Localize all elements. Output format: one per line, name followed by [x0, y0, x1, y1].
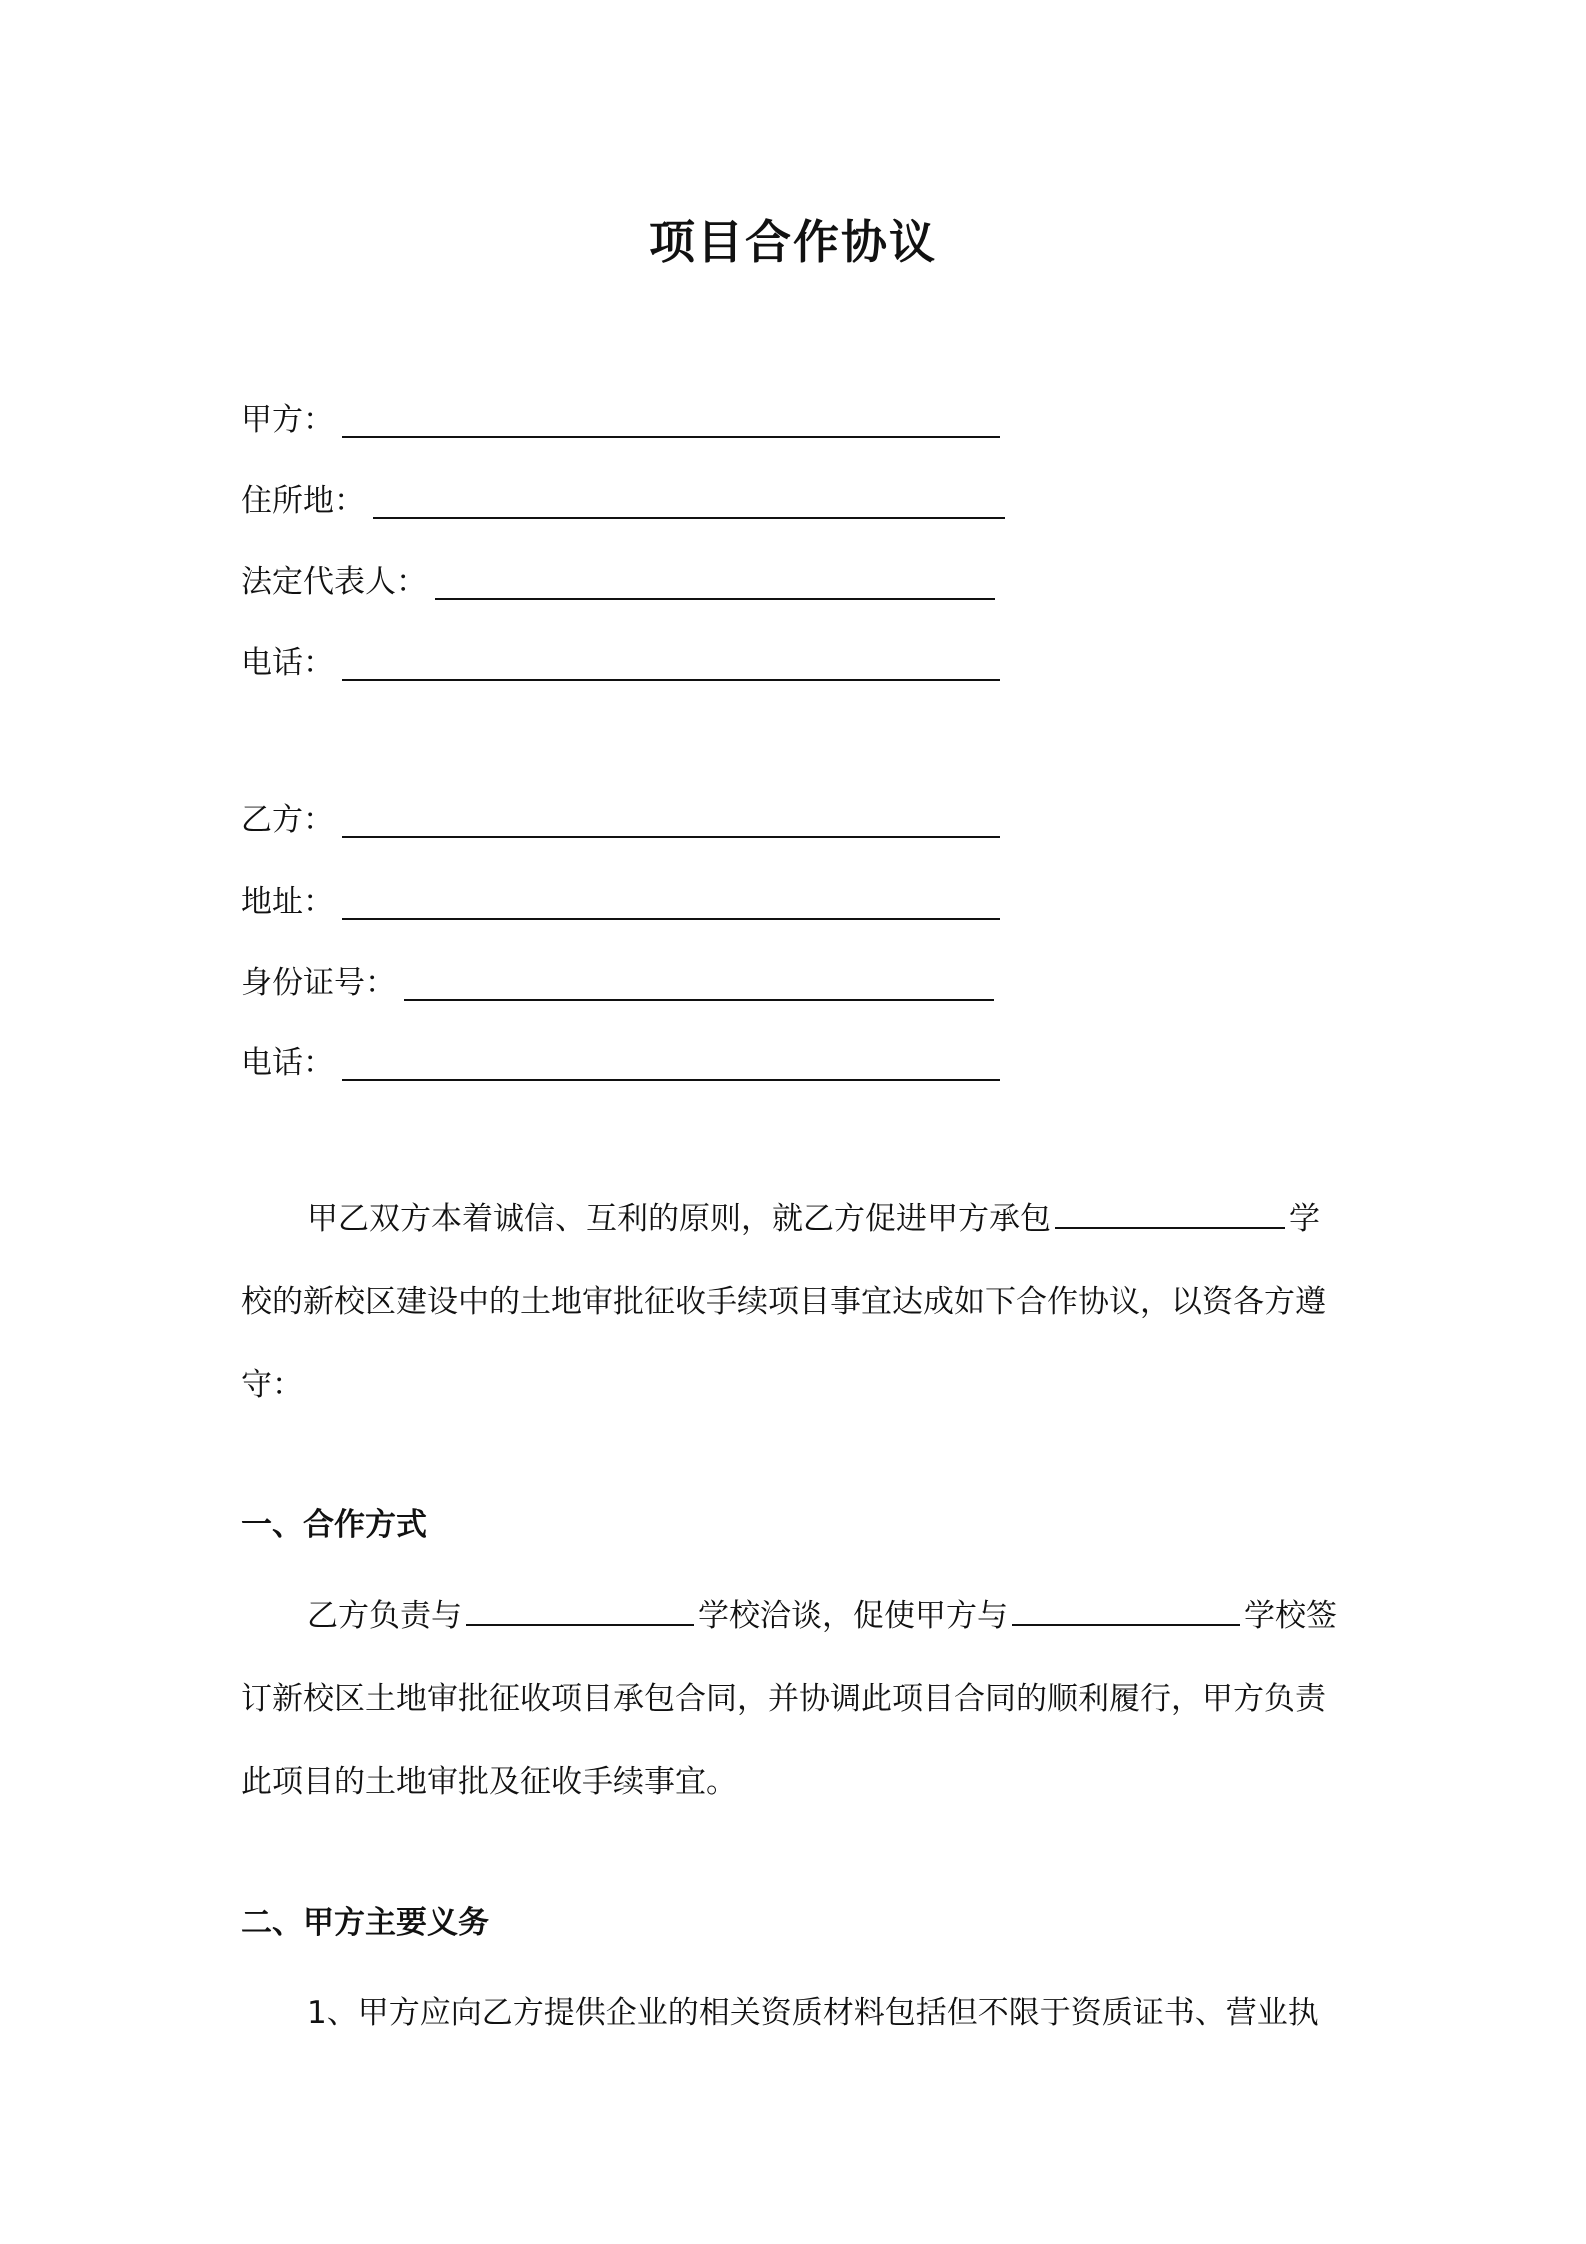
intro-text-1a: 甲乙双方本着诚信、互利的原则，就乙方促进甲方承包 — [307, 1201, 1051, 1237]
section-2-paragraph — [241, 1972, 1351, 2055]
party-a-name-field — [241, 395, 1000, 445]
party-a-representative-blank[interactable] — [435, 564, 995, 600]
party-a-address-blank[interactable] — [373, 483, 1005, 519]
section-2-heading: 二、甲方主要义务 — [241, 1905, 489, 1941]
section-1-school-blank-1[interactable] — [466, 1594, 694, 1626]
party-b-address-label: 地址： — [241, 884, 334, 920]
party-a-name-label: 甲方： — [241, 402, 334, 438]
document-title: 项目合作协议 — [649, 215, 937, 269]
section-2-item-1: 1、甲方应向乙方提供企业的相关资质材料包括但不限于资质证书、营业执 — [307, 1995, 1319, 2031]
party-b-phone-blank[interactable] — [342, 1045, 1000, 1081]
party-a-name-blank[interactable] — [342, 402, 1000, 438]
intro-text-1b: 学 — [1289, 1201, 1320, 1237]
intro-line-2: 校的新校区建设中的土地审批征收手续项目事宜达成如下合作协议，以资各方遵 — [241, 1284, 1326, 1320]
intro-school-blank[interactable] — [1055, 1197, 1285, 1229]
section-1-text-1b: 学校洽谈，促使甲方与 — [698, 1598, 1008, 1634]
section-1-line-1 — [241, 1575, 1351, 1658]
party-a-phone-label: 电话： — [241, 645, 334, 681]
party-b-name-blank[interactable] — [342, 802, 1000, 838]
section-1-line-3: 此项目的土地审批及征收手续事宜。 — [241, 1764, 737, 1800]
section-1-text-1c: 学校签 — [1244, 1598, 1337, 1634]
section-1-text-1a: 乙方负责与 — [307, 1598, 462, 1634]
party-a-phone-field — [241, 638, 1000, 688]
party-b-name-label: 乙方： — [241, 802, 334, 838]
party-b-phone-label: 电话： — [241, 1045, 334, 1081]
intro-line-1 — [241, 1178, 1351, 1261]
party-b-phone-field — [241, 1038, 1000, 1088]
party-a-phone-blank[interactable] — [342, 645, 1000, 681]
section-1-paragraph — [241, 1575, 1351, 1824]
section-1-heading: 一、合作方式 — [241, 1507, 427, 1543]
party-a-representative-field — [241, 557, 995, 607]
party-b-id-label: 身份证号： — [241, 965, 396, 1001]
party-b-id-field — [241, 958, 994, 1008]
section-1-school-blank-2[interactable] — [1012, 1594, 1240, 1626]
party-a-address-label: 住所地： — [241, 483, 365, 519]
intro-paragraph — [241, 1178, 1351, 1427]
section-1-line-2: 订新校区土地审批征收项目承包合同，并协调此项目合同的顺利履行，甲方负责 — [241, 1681, 1326, 1717]
party-a-address-field — [241, 476, 1005, 526]
party-b-address-blank[interactable] — [342, 884, 1000, 920]
party-b-name-field — [241, 795, 1000, 845]
party-a-representative-label: 法定代表人： — [241, 564, 427, 600]
party-b-id-blank[interactable] — [404, 965, 994, 1001]
party-b-address-field — [241, 877, 1000, 927]
intro-line-3: 守： — [241, 1367, 303, 1403]
